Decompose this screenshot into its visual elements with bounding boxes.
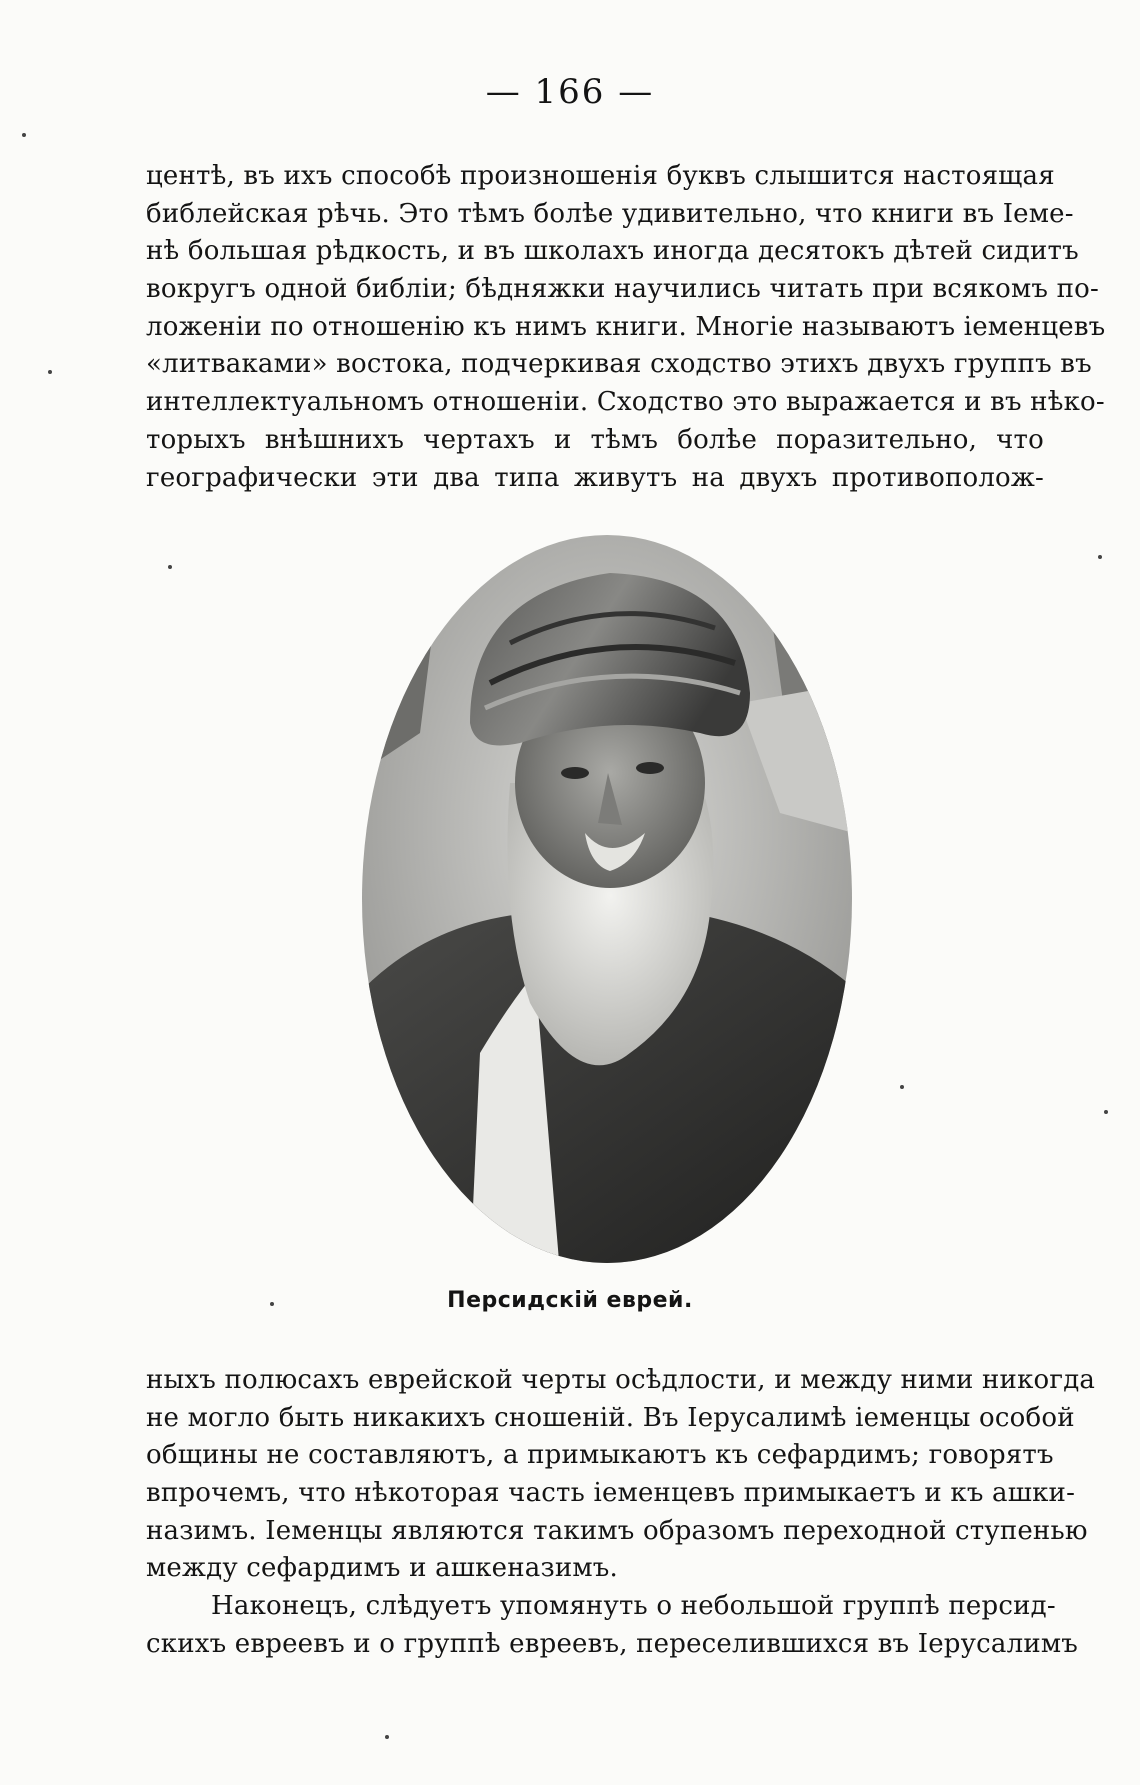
text-line: не могло быть никакихъ сношеній. Въ Іерусалимѣ іеменцы особой — [146, 1402, 1075, 1433]
text-line: нѣ большая рѣдкость, и въ школахъ иногда десятокъ дѣтей сидитъ — [146, 236, 1079, 267]
text-line: ныхъ полюсахъ еврейской черты осѣдлости, и между ними никогда — [146, 1365, 1096, 1395]
text-line: вокругъ одной библіи; бѣдняжки научились читать при всякомъ по- — [146, 274, 1099, 305]
text-line: географически эти два типа живутъ на двухъ противополож- — [146, 462, 1044, 493]
scan-speck — [48, 370, 52, 374]
text-line: библейская рѣчь. Это тѣмъ болѣе удивительно, что книги въ Іеме- — [146, 198, 1074, 229]
scan-speck — [900, 1085, 904, 1089]
text-line: центѣ, въ ихъ способѣ произношенія буквъ слышится настоящая — [146, 161, 1055, 191]
scan-speck — [1098, 555, 1102, 559]
text-line: общины не составляютъ, а примыкаютъ къ сефардимъ; говорятъ — [146, 1440, 1054, 1471]
text-line: скихъ евреевъ и о группѣ евреевъ, переселившихся въ Іерусалимъ — [146, 1628, 1079, 1659]
text-line: «литваками» востока, подчеркивая сходство этихъ двухъ группъ въ — [146, 349, 1092, 380]
scan-speck — [270, 1302, 274, 1306]
text-line: впрочемъ, что нѣкоторая часть іеменцевъ примыкаетъ и къ ашки- — [146, 1478, 1076, 1509]
text-block-bottom — [146, 1362, 1096, 1664]
text-line: Наконецъ, слѣдуетъ упомянуть о небольшой группѣ персид- — [211, 1591, 1056, 1622]
text-line: интеллектуальномъ отношеніи. Сходство это выражается и въ нѣко- — [146, 387, 1105, 418]
page-number: — 166 — — [485, 72, 655, 112]
scan-speck — [385, 1735, 389, 1739]
scan-speck — [22, 133, 26, 137]
scan-speck — [1104, 1110, 1108, 1114]
portrait-photo — [360, 533, 854, 1265]
photo-caption: Персидскій еврей. — [447, 1288, 693, 1313]
scan-speck — [168, 565, 172, 569]
text-line: ложеніи по отношенію къ нимъ книги. Многіе называютъ іеменцевъ — [146, 311, 1106, 342]
text-line: между сефардимъ и ашкеназимъ. — [146, 1553, 618, 1584]
text-block-top — [146, 158, 1106, 497]
text-line: торыхъ внѣшнихъ чертахъ и тѣмъ болѣе поразительно, что — [146, 424, 1044, 455]
text-line: назимъ. Іеменцы являются такимъ образомъ переходной ступенью — [146, 1515, 1088, 1546]
